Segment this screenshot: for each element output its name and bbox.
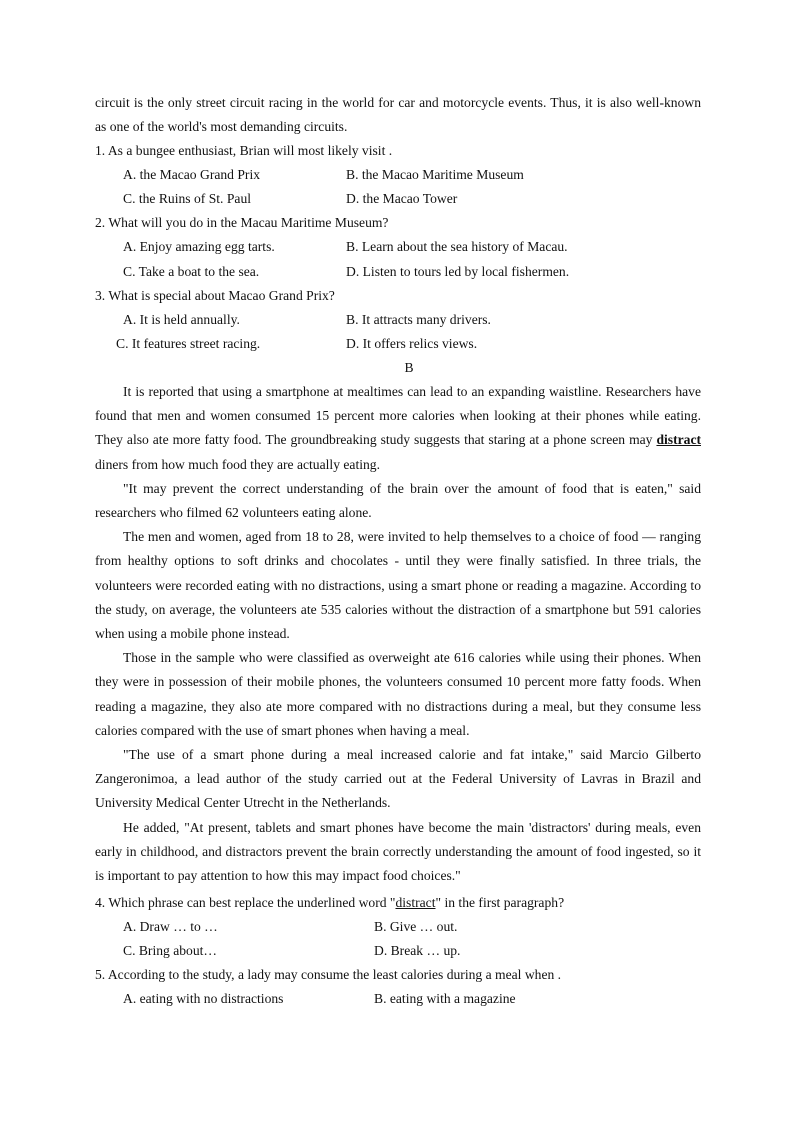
question-5-option-b: B. eating with a magazine bbox=[374, 991, 516, 1006]
passage-paragraph-2: "It may prevent the correct understanding of the brain over the amount of food that is eaten," said researchers who filmed 62 volunteers eating alone. bbox=[95, 480, 701, 521]
question-4-option-a: A. Draw … to … bbox=[123, 919, 218, 934]
question-1-option-a: A. the Macao Grand Prix bbox=[123, 167, 261, 182]
passage-paragraph-1 bbox=[95, 380, 701, 477]
question-1-option-c: C. the Ruins of St. Paul bbox=[123, 191, 252, 206]
question-3-option-b: B. It attracts many drivers. bbox=[346, 312, 491, 327]
intro-line-2: as one of the world's most demanding circuits. bbox=[95, 119, 348, 134]
question-3-option-c: C. It features street racing. bbox=[116, 336, 261, 351]
question-3-option-a: A. It is held annually. bbox=[123, 312, 240, 327]
question-2-option-b: B. Learn about the sea history of Macau. bbox=[346, 239, 568, 254]
question-4-option-c: C. Bring about… bbox=[123, 943, 218, 958]
question-5-stem: 5. According to the study, a lady may consume the least calories during a meal when . bbox=[95, 967, 562, 982]
question-1-option-b: B. the Macao Maritime Museum bbox=[346, 167, 524, 182]
question-5-option-a: A. eating with no distractions bbox=[123, 991, 284, 1006]
question-3-option-d: D. It offers relics views. bbox=[346, 336, 478, 351]
paragraph-1-text-start: It is reported that using a smartphone at mealtimes can lead to an expanding waistline. Researchers have found that men and women consumed 15 percent more calories when looking at their phones while eating. They also ate more fatty food. The groundbreaking study suggests that staring at a phone screen may bbox=[95, 384, 701, 448]
question-4-stem-start: 4. Which phrase can best replace the underlined word " bbox=[95, 895, 396, 910]
passage-paragraph-4: Those in the sample who were classified as overweight ate 616 calories while using their phones. When they were in possession of their mobile phones, the volunteers consumed 10 percent more fatty foods. When reading a magazine, they also ate more compared with no distractions during a meal, but they consume less calories compared with the use of smart phones when having a meal. bbox=[95, 650, 701, 738]
underlined-word-distract: distract bbox=[656, 432, 701, 448]
question-2-option-a: A. Enjoy amazing egg tarts. bbox=[123, 239, 275, 254]
question-1-stem: 1. As a bungee enthusiast, Brian will most likely visit . bbox=[95, 143, 393, 158]
passage-paragraph-5: "The use of a smart phone during a meal increased calorie and fat intake," said Marcio Gilberto Zangeronimoa, a lead author of the study carried out at the Federal University of Lavras in Brazil and University Medical Center Utrecht in the Netherlands. bbox=[95, 747, 701, 811]
passage-paragraph-3: The men and women, aged from 18 to 28, were invited to help themselves to a choice of food — ranging from healthy options to soft drinks and chocolates - until they were finally satisfied. In three trials, the volunteers were recorded eating with no distractions, using a smart phone or reading a magazine. According to the study, on average, the volunteers ate 535 calories without the distraction of a smartphone but 591 calories when using a mobile phone instead. bbox=[95, 529, 701, 642]
question-4-underlined-word: distract bbox=[395, 895, 436, 910]
passage-b bbox=[95, 380, 701, 888]
question-4-stem bbox=[95, 894, 564, 912]
passage-paragraph-6: He added, "At present, tablets and smart phones have become the main 'distractors' during meals, even early in childhood, and distractors prevent the brain correctly understanding the amount of food ingested, so it is important to pay attention to how this may impact food choices." bbox=[95, 819, 701, 884]
question-4-option-b: B. Give … out. bbox=[374, 919, 458, 934]
question-2-option-c: C. Take a boat to the sea. bbox=[123, 264, 260, 279]
intro-line-1: circuit is the only street circuit racing in the world for car and motorcycle events. Thus, it is also well-known bbox=[95, 95, 701, 110]
question-4-option-d: D. Break … up. bbox=[374, 943, 461, 958]
question-2-option-d: D. Listen to tours led by local fishermen. bbox=[346, 264, 570, 279]
paragraph-1-text-end: diners from how much food they are actually eating. bbox=[95, 456, 380, 472]
question-1-option-d: D. the Macao Tower bbox=[346, 191, 458, 206]
question-2-stem: 2. What will you do in the Macau Maritime Museum? bbox=[95, 215, 389, 230]
question-4-stem-end: " in the first paragraph? bbox=[435, 895, 565, 910]
question-3-stem: 3. What is special about Macao Grand Prix? bbox=[95, 288, 335, 303]
section-b-heading: B bbox=[404, 360, 414, 375]
